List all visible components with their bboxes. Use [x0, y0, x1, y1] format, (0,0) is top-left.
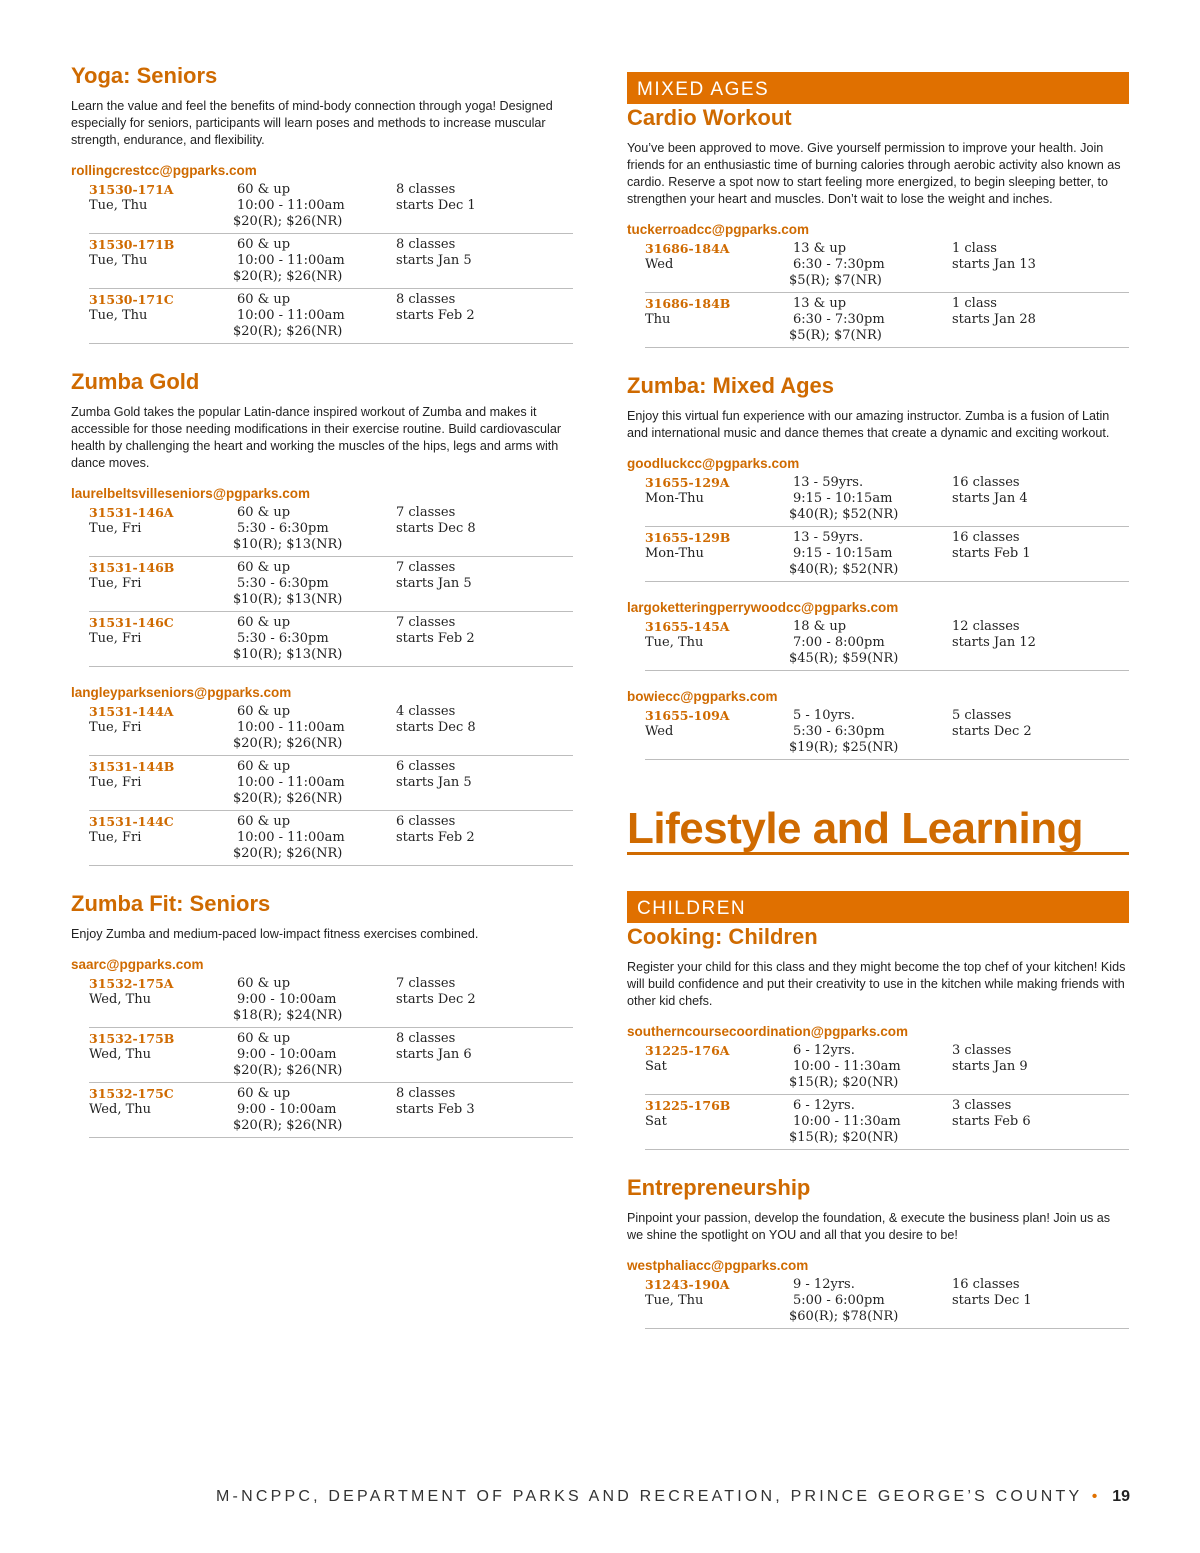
course-description: Zumba Gold takes the popular Latin-dance inspired workout of Zumba and makes it accessible for those needing modifications in their exercise routine. Build cardiovascular health by challenging the heart and working the muscles of the hips, legs and arms with dance moves. [71, 405, 562, 470]
offering-ages-time [233, 1031, 396, 1079]
offering-ages-time [233, 237, 396, 285]
course-description: Pinpoint your passion, develop the foundation, & execute the business plan! Join us as we shine the spotlight on YOU and all that you desire to be! [627, 1211, 1111, 1242]
course-title: Entrepreneurship [627, 1175, 811, 1200]
offering-group [627, 455, 1129, 582]
start-date: starts Feb 2 [396, 631, 475, 646]
offering-row-31531-144a [89, 701, 573, 756]
meeting-time: 9:00 - 10:00am [237, 1047, 337, 1062]
start-date: starts Feb 3 [396, 1102, 475, 1117]
age-range: 13 - 59yrs. [793, 475, 864, 490]
fee: $20(R); $26(NR) [233, 324, 343, 339]
offering-code-days [645, 708, 793, 756]
start-date: starts Feb 2 [396, 308, 475, 323]
offering-row-31530-171b [89, 234, 573, 289]
class-count: 16 classes [952, 530, 1020, 545]
class-count: 1 class [952, 296, 997, 311]
offering-row-31243-190a [645, 1274, 1129, 1329]
offering-code-days [645, 530, 793, 578]
section-bar-children: CHILDREN [627, 891, 1129, 923]
course-title: Yoga: Seniors [71, 63, 218, 88]
class-count: 12 classes [952, 619, 1020, 634]
start-date: starts Jan 9 [952, 1059, 1028, 1074]
course-description: Register your child for this class and they might become the top chef of your kitchen! Kids will build confidence and put their creativity to use in the kitchen while making friends with other kid chefs. [627, 960, 1126, 1008]
offering-row-31530-171c [89, 289, 573, 344]
activity-code: 31655-129A [645, 475, 730, 490]
course-description: You’ve been approved to move. Give yourself permission to improve your health. Join friends for an enthusiastic time of burning calories through aerobic activity also known as cardio. Reserve a spot now to start feeling more energized, to begin sleeping better, to strengthen your heart and muscles. Don’t wait to lose the weight and inches. [627, 141, 1121, 206]
meeting-days: Wed [645, 724, 674, 739]
contact-email-link[interactable]: largoketteringperrywoodcc@pgparks.com [627, 600, 899, 615]
start-date: starts Jan 5 [396, 775, 472, 790]
offering-row-31225-176a [645, 1040, 1129, 1095]
activity-code: 31531-146B [89, 560, 175, 575]
age-range: 60 & up [237, 615, 291, 630]
meeting-days: Mon-Thu [645, 491, 704, 506]
offering-group [627, 221, 1129, 348]
offering-schedule [952, 1277, 1129, 1325]
offering-row-31530-171a [89, 179, 573, 234]
activity-code: 31532-175C [89, 1086, 174, 1101]
offering-code-days [645, 241, 793, 289]
contact-email-link[interactable]: southerncoursecoordination@pgparks.com [627, 1024, 908, 1039]
contact-email-link[interactable]: bowiecc@pgparks.com [627, 689, 778, 704]
offering-code-days [645, 1277, 793, 1325]
start-date: starts Jan 4 [952, 491, 1028, 506]
meeting-days: Mon-Thu [645, 546, 704, 561]
course-cardio-workout [627, 104, 1129, 348]
class-count: 8 classes [396, 1086, 456, 1101]
offering-code-days [645, 1043, 793, 1091]
offering-code-days [89, 615, 237, 663]
page-number: 19 [1112, 1488, 1130, 1505]
age-range: 60 & up [237, 976, 291, 991]
age-range: 60 & up [237, 1031, 291, 1046]
class-count: 7 classes [396, 505, 456, 520]
section-bar-mixed-ages: MIXED AGES [627, 72, 1129, 104]
activity-code: 31532-175B [89, 1031, 175, 1046]
offering-code-days [89, 704, 237, 752]
meeting-time: 10:00 - 11:00am [237, 253, 345, 268]
offering-schedule [952, 241, 1129, 289]
offering-schedule [952, 296, 1129, 344]
offering-row-31532-175a [89, 973, 573, 1028]
offering-code-days [89, 759, 237, 807]
age-range: 5 - 10yrs. [793, 708, 855, 723]
offering-group [627, 1257, 1129, 1329]
class-count: 16 classes [952, 1277, 1020, 1292]
meeting-time: 10:00 - 11:00am [237, 830, 345, 845]
class-count: 8 classes [396, 1031, 456, 1046]
offering-row-31655-129b [645, 527, 1129, 582]
offering-ages-time [233, 704, 396, 752]
fee: $20(R); $26(NR) [233, 269, 343, 284]
start-date: starts Dec 2 [952, 724, 1032, 739]
age-range: 60 & up [237, 292, 291, 307]
course-title: Cardio Workout [627, 105, 792, 130]
fee: $15(R); $20(NR) [789, 1130, 899, 1145]
start-date: starts Dec 1 [396, 198, 476, 213]
start-date: starts Feb 6 [952, 1114, 1031, 1129]
start-date: starts Jan 28 [952, 312, 1036, 327]
offering-ages-time [789, 1277, 952, 1325]
start-date: starts Jan 13 [952, 257, 1036, 272]
offering-row-31655-129a [645, 472, 1129, 527]
age-range: 13 & up [793, 296, 847, 311]
start-date: starts Jan 12 [952, 635, 1036, 650]
offering-row-31225-176b [645, 1095, 1129, 1150]
activity-code: 31655-109A [645, 708, 730, 723]
course-zumba-gold [71, 368, 573, 866]
offering-code-days [89, 814, 237, 862]
contact-email-link[interactable]: tuckerroadcc@pgparks.com [627, 222, 809, 237]
activity-code: 31532-175A [89, 976, 174, 991]
offering-code-days [645, 475, 793, 523]
course-title: Cooking: Children [627, 924, 818, 949]
meeting-time: 6:30 - 7:30pm [793, 257, 885, 272]
contact-email-link[interactable]: westphaliacc@pgparks.com [627, 1258, 809, 1273]
contact-email-link[interactable]: laurelbeltsvilleseniors@pgparks.com [71, 486, 311, 501]
offering-row-31531-146b [89, 557, 573, 612]
fee: $18(R); $24(NR) [233, 1008, 343, 1023]
age-range: 6 - 12yrs. [793, 1098, 855, 1113]
course-description: Learn the value and feel the benefits of mind-body connection through yoga! Designed especially for seniors, participants will learn poses and methods to increase muscular strength, endurance, and flexibility. [71, 99, 553, 147]
offering-code-days [645, 1098, 793, 1146]
contact-email-link[interactable]: rollingcrestcc@pgparks.com [71, 163, 257, 178]
fee: $10(R); $13(NR) [233, 647, 343, 662]
meeting-days: Sat [645, 1114, 667, 1129]
age-range: 60 & up [237, 182, 291, 197]
activity-code: 31531-146A [89, 505, 174, 520]
meeting-time: 10:00 - 11:00am [237, 308, 345, 323]
class-count: 7 classes [396, 560, 456, 575]
offering-ages-time [233, 1086, 396, 1134]
offering-ages-time [233, 182, 396, 230]
meeting-days: Sat [645, 1059, 667, 1074]
contact-email-link[interactable]: saarc@pgparks.com [71, 957, 204, 972]
offering-ages-time [789, 530, 952, 578]
offering-ages-time [789, 241, 952, 289]
offering-code-days [89, 560, 237, 608]
fee: $20(R); $26(NR) [233, 846, 343, 861]
offering-ages-time [789, 296, 952, 344]
offering-ages-time [233, 814, 396, 862]
meeting-time: 5:30 - 6:30pm [237, 576, 329, 591]
activity-code: 31530-171A [89, 182, 174, 197]
offering-code-days [89, 505, 237, 553]
course-description: Enjoy Zumba and medium-paced low-impact fitness exercises combined. [71, 927, 479, 941]
meeting-time: 5:30 - 6:30pm [793, 724, 885, 739]
age-range: 18 & up [793, 619, 847, 634]
activity-code: 31225-176A [645, 1043, 730, 1058]
offering-row-31686-184a [645, 238, 1129, 293]
meeting-days: Tue, Fri [89, 521, 142, 536]
offering-ages-time [789, 475, 952, 523]
mixed-ages-courses [627, 104, 1129, 760]
start-date: starts Dec 8 [396, 720, 476, 735]
class-count: 8 classes [396, 292, 456, 307]
offering-code-days [645, 619, 793, 667]
meeting-days: Tue, Fri [89, 830, 142, 845]
meeting-days: Tue, Thu [645, 635, 704, 650]
start-date: starts Jan 5 [396, 576, 472, 591]
offering-row-31655-145a [645, 616, 1129, 671]
fee: $10(R); $13(NR) [233, 537, 343, 552]
fee: $15(R); $20(NR) [789, 1075, 899, 1090]
offering-schedule [396, 759, 573, 807]
activity-code: 31243-190A [645, 1277, 730, 1292]
fee: $20(R); $26(NR) [233, 214, 343, 229]
offering-row-31532-175b [89, 1028, 573, 1083]
meeting-days: Wed, Thu [89, 1047, 151, 1062]
offering-schedule [396, 976, 573, 1024]
fee: $40(R); $52(NR) [789, 562, 899, 577]
fee: $5(R); $7(NR) [789, 328, 882, 343]
activity-code: 31530-171C [89, 292, 174, 307]
age-range: 60 & up [237, 704, 291, 719]
fee: $40(R); $52(NR) [789, 507, 899, 522]
meeting-time: 10:00 - 11:00am [237, 198, 345, 213]
offering-schedule [396, 560, 573, 608]
fee: $20(R); $26(NR) [233, 1063, 343, 1078]
activity-code: 31530-171B [89, 237, 175, 252]
offering-code-days [89, 292, 237, 340]
activity-code: 31531-146C [89, 615, 174, 630]
offering-ages-time [233, 560, 396, 608]
offering-group [627, 688, 1129, 760]
offering-code-days [89, 182, 237, 230]
meeting-time: 10:00 - 11:30am [793, 1114, 901, 1129]
start-date: starts Jan 6 [396, 1047, 472, 1062]
meeting-time: 9:15 - 10:15am [793, 546, 893, 561]
meeting-time: 9:00 - 10:00am [237, 1102, 337, 1117]
offering-ages-time [233, 615, 396, 663]
age-range: 60 & up [237, 505, 291, 520]
meeting-time: 7:00 - 8:00pm [793, 635, 885, 650]
meeting-days: Wed, Thu [89, 992, 151, 1007]
offering-group [71, 162, 573, 344]
activity-code: 31655-129B [645, 530, 731, 545]
offering-schedule [396, 292, 573, 340]
offering-row-31531-144b [89, 756, 573, 811]
offering-ages-time [233, 505, 396, 553]
course-title: Zumba Fit: Seniors [71, 891, 271, 916]
offering-row-31686-184b [645, 293, 1129, 348]
offering-schedule [396, 1031, 573, 1079]
start-date: starts Dec 2 [396, 992, 476, 1007]
contact-email-link[interactable]: langleyparkseniors@pgparks.com [71, 685, 292, 700]
offering-schedule [952, 1098, 1129, 1146]
meeting-days: Tue, Fri [89, 576, 142, 591]
offering-ages-time [789, 1043, 952, 1091]
offering-code-days [645, 296, 793, 344]
meeting-time: 10:00 - 11:30am [793, 1059, 901, 1074]
fee: $10(R); $13(NR) [233, 592, 343, 607]
course-title: Zumba Gold [71, 369, 200, 394]
footer-text: M-NCPPC, DEPARTMENT OF PARKS AND RECREATION, PRINCE GEORGE’S COUNTY [216, 1488, 1083, 1505]
offering-ages-time [789, 708, 952, 756]
fee: $60(R); $78(NR) [789, 1309, 899, 1324]
offering-group [627, 1023, 1129, 1150]
meeting-days: Thu [645, 312, 671, 327]
offering-schedule [396, 615, 573, 663]
offering-code-days [89, 1086, 237, 1134]
activity-code: 31531-144B [89, 759, 175, 774]
footer-bullet: • [1091, 1488, 1101, 1505]
meeting-days: Tue, Thu [645, 1293, 704, 1308]
offering-ages-time [233, 292, 396, 340]
activity-code: 31531-144C [89, 814, 174, 829]
fee: $19(R); $25(NR) [789, 740, 899, 755]
offering-row-31655-109a [645, 705, 1129, 760]
offering-ages-time [789, 1098, 952, 1146]
children-courses [627, 923, 1129, 1329]
class-count: 5 classes [952, 708, 1012, 723]
offering-schedule [952, 619, 1129, 667]
activity-code: 31686-184B [645, 296, 731, 311]
class-count: 4 classes [396, 704, 456, 719]
right-column [627, 72, 1129, 1346]
offering-schedule [396, 1086, 573, 1134]
start-date: starts Jan 5 [396, 253, 472, 268]
meeting-time: 5:00 - 6:00pm [793, 1293, 885, 1308]
fee: $45(R); $59(NR) [789, 651, 899, 666]
offering-code-days [89, 1031, 237, 1079]
class-count: 7 classes [396, 976, 456, 991]
meeting-days: Tue, Thu [89, 308, 148, 323]
offering-group [71, 956, 573, 1138]
offering-row-31531-146c [89, 612, 573, 667]
meeting-days: Wed, Thu [89, 1102, 151, 1117]
class-count: 3 classes [952, 1043, 1012, 1058]
meeting-time: 5:30 - 6:30pm [237, 521, 329, 536]
meeting-days: Tue, Fri [89, 775, 142, 790]
offering-schedule [396, 237, 573, 285]
age-range: 13 & up [793, 241, 847, 256]
offering-schedule [952, 708, 1129, 756]
offering-group [627, 599, 1129, 671]
offering-schedule [952, 475, 1129, 523]
offering-schedule [396, 182, 573, 230]
offering-code-days [89, 976, 237, 1024]
age-range: 60 & up [237, 759, 291, 774]
class-count: 8 classes [396, 182, 456, 197]
offering-schedule [396, 814, 573, 862]
meeting-days: Tue, Thu [89, 198, 148, 213]
class-count: 1 class [952, 241, 997, 256]
contact-email-link[interactable]: goodluckcc@pgparks.com [627, 456, 800, 471]
fee: $5(R); $7(NR) [789, 273, 882, 288]
start-date: starts Feb 2 [396, 830, 475, 845]
age-range: 60 & up [237, 560, 291, 575]
page-footer [216, 1488, 1130, 1506]
activity-code: 31686-184A [645, 241, 730, 256]
fee: $20(R); $26(NR) [233, 1118, 343, 1133]
left-column [71, 62, 573, 1155]
course-yoga-seniors [71, 62, 573, 344]
course-entrepreneurship [627, 1174, 1129, 1329]
activity-code: 31531-144A [89, 704, 174, 719]
fee: $20(R); $26(NR) [233, 791, 343, 806]
offering-schedule [952, 1043, 1129, 1091]
offering-ages-time [233, 759, 396, 807]
class-count: 6 classes [396, 814, 456, 829]
activity-code: 31655-145A [645, 619, 730, 634]
offering-ages-time [233, 976, 396, 1024]
class-count: 8 classes [396, 237, 456, 252]
activity-code: 31225-176B [645, 1098, 731, 1113]
start-date: starts Dec 8 [396, 521, 476, 536]
offering-row-31531-144c [89, 811, 573, 866]
age-range: 13 - 59yrs. [793, 530, 864, 545]
class-count: 3 classes [952, 1098, 1012, 1113]
start-date: starts Feb 1 [952, 546, 1031, 561]
age-range: 60 & up [237, 237, 291, 252]
start-date: starts Dec 1 [952, 1293, 1032, 1308]
lifestyle-learning-heading: Lifestyle and Learning [627, 806, 1129, 855]
meeting-time: 10:00 - 11:00am [237, 775, 345, 790]
course-zumba-mixed-ages [627, 372, 1129, 760]
meeting-time: 6:30 - 7:30pm [793, 312, 885, 327]
meeting-time: 5:30 - 6:30pm [237, 631, 329, 646]
offering-row-31532-175c [89, 1083, 573, 1138]
offering-group [71, 485, 573, 667]
course-zumba-fit-seniors [71, 890, 573, 1138]
meeting-days: Tue, Thu [89, 253, 148, 268]
age-range: 60 & up [237, 1086, 291, 1101]
meeting-days: Tue, Fri [89, 720, 142, 735]
offering-code-days [89, 237, 237, 285]
class-count: 16 classes [952, 475, 1020, 490]
age-range: 6 - 12yrs. [793, 1043, 855, 1058]
class-count: 6 classes [396, 759, 456, 774]
course-cooking-children [627, 923, 1129, 1150]
fee: $20(R); $26(NR) [233, 736, 343, 751]
age-range: 60 & up [237, 814, 291, 829]
offering-schedule [396, 505, 573, 553]
meeting-days: Tue, Fri [89, 631, 142, 646]
meeting-time: 10:00 - 11:00am [237, 720, 345, 735]
offering-schedule [952, 530, 1129, 578]
meeting-time: 9:00 - 10:00am [237, 992, 337, 1007]
offering-schedule [396, 704, 573, 752]
course-title: Zumba: Mixed Ages [627, 373, 834, 398]
offering-row-31531-146a [89, 502, 573, 557]
course-description: Enjoy this virtual fun experience with our amazing instructor. Zumba is a fusion of Latin and international music and dance themes that create a dynamic and exciting workout. [627, 409, 1110, 440]
meeting-time: 9:15 - 10:15am [793, 491, 893, 506]
offering-ages-time [789, 619, 952, 667]
class-count: 7 classes [396, 615, 456, 630]
meeting-days: Wed [645, 257, 674, 272]
offering-group [71, 684, 573, 866]
age-range: 9 - 12yrs. [793, 1277, 855, 1292]
